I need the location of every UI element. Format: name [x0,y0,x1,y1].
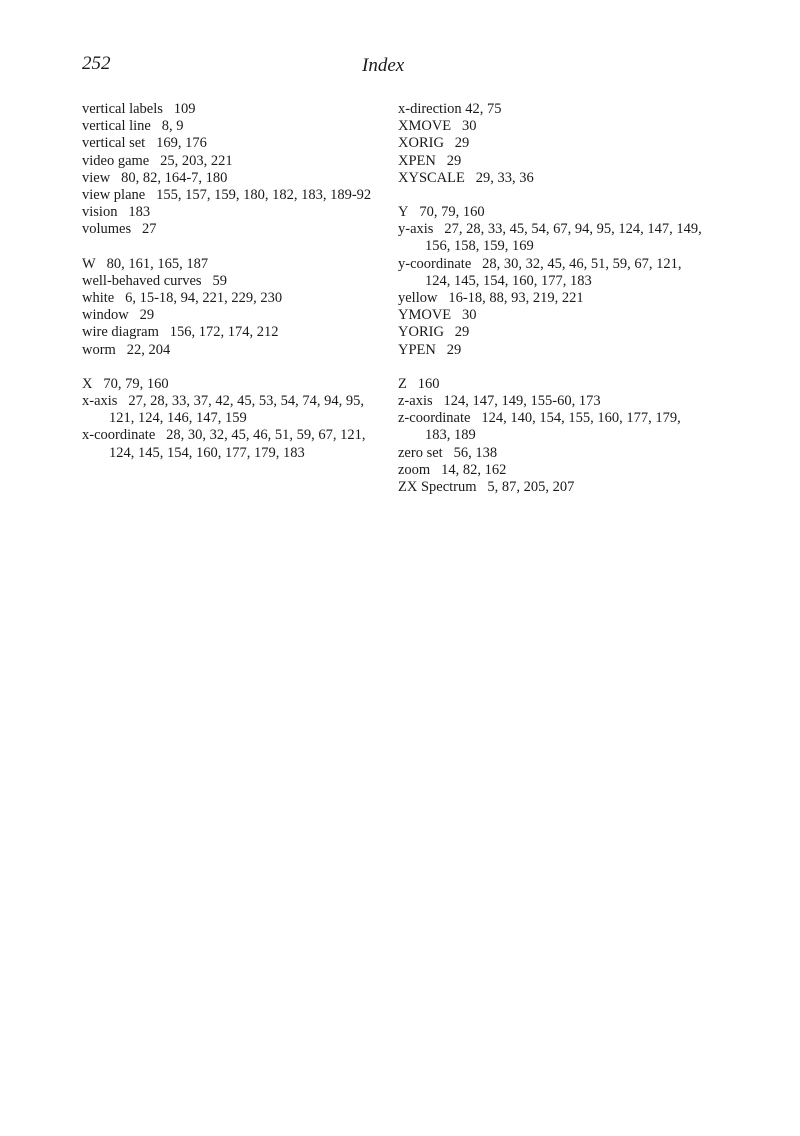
index-locators: 27, 28, 33, 45, 54, 67, 94, 95, 124, 147, 149, 156, 158, 159, 169 [425,221,702,255]
index-locators: 109 [173,101,196,117]
index-entry [398,393,708,410]
index-term: vertical labels [82,101,163,117]
index-entry [82,170,392,187]
index-term: x-axis [82,393,118,410]
index-locators: 80, 161, 165, 187 [106,255,209,272]
index-term: YPEN [398,341,436,358]
index-entry [398,342,708,359]
index-locators: 27 [142,221,157,238]
index-entry [82,376,392,393]
index-locators: 30 [462,118,477,135]
index-term: z-axis [398,393,433,410]
index-entry [82,256,392,273]
index-term: vertical line [82,118,151,135]
index-locators: 5, 87, 205, 207 [487,479,575,496]
index-entry [82,118,392,135]
index-entry [398,101,708,118]
index-entry [398,307,708,324]
index-locators: 42, 75 [465,101,502,117]
index-entry [82,427,392,461]
page-number: 252 [82,53,111,74]
index-locators: 59 [212,272,227,289]
index-column-right [398,101,708,496]
index-term: window [82,307,129,324]
index-locators: 80, 82, 164-7, 180 [121,169,228,186]
index-term: XORIG [398,135,444,152]
index-term: x-coordinate [82,427,156,444]
index-locators: 8, 9 [161,118,184,135]
index-entry [82,204,392,221]
index-entry [398,153,708,170]
index-entry [398,290,708,307]
index-term: vertical set [82,135,146,152]
index-entry [398,479,708,496]
index-term: view [82,169,111,186]
index-term: W [82,255,96,272]
index-entry [82,135,392,152]
index-term: XMOVE [398,118,452,135]
index-entry [82,324,392,341]
index-locators: 29 [454,135,470,152]
index-entry [82,342,392,359]
index-locators: 6, 15-18, 94, 221, 229, 230 [125,290,283,307]
index-locators: 29 [446,152,462,169]
index-locators: 28, 30, 32, 45, 46, 51, 59, 67, 121, 124, 145, 154, 160, 177, 179, 183 [109,427,366,461]
index-locators: 25, 203, 221 [160,152,233,169]
letter-group-gap [82,239,392,256]
index-entry [82,290,392,307]
index-entry [398,118,708,135]
index-locators: 29 [139,307,155,324]
index-term: yellow [398,290,438,307]
index-term: XPEN [398,152,436,169]
index-term: zoom [398,461,431,478]
index-locators: 28, 30, 32, 45, 46, 51, 59, 67, 121, 124, 145, 154, 160, 177, 183 [425,255,682,289]
index-locators: 70, 79, 160 [419,204,485,221]
index-locators: 160 [417,375,440,392]
index-entry [82,187,392,204]
index-term: YORIG [398,324,444,341]
index-entry [398,204,708,221]
index-entry [398,445,708,462]
letter-group-gap [82,359,392,376]
index-locators: 14, 82, 162 [441,461,507,478]
index-locators: 183 [128,204,151,221]
index-entry [398,221,708,255]
index-locators: 16-18, 88, 93, 219, 221 [448,290,584,307]
index-term: worm [82,341,116,358]
index-entry [82,307,392,324]
index-term: vision [82,204,118,221]
index-locators: 29 [446,341,462,358]
index-entry [82,153,392,170]
index-locators: 156, 172, 174, 212 [169,324,279,341]
index-term: zero set [398,444,443,461]
letter-group-gap [398,187,708,204]
index-locators: 124, 147, 149, 155-60, 173 [443,393,601,410]
index-locators: 56, 138 [453,444,498,461]
index-locators: 124, 140, 154, 155, 160, 177, 179, 183, 189 [425,410,681,444]
index-entry [82,393,392,427]
index-term: view plane [82,187,146,204]
index-locators: 155, 157, 159, 180, 182, 183, 189-92 [156,187,372,204]
index-term: z-coordinate [398,410,471,427]
index-term: x-direction [398,101,462,117]
index-column-left [82,101,392,462]
index-entry [398,256,708,290]
index-term: y-coordinate [398,255,472,272]
index-term: ZX Spectrum [398,479,477,496]
index-entry [398,462,708,479]
index-term: y-axis [398,221,434,238]
index-entry [398,410,708,444]
running-head-title: Index [362,55,405,76]
index-entry [398,376,708,393]
index-entry [82,221,392,238]
index-term: X [82,375,93,392]
index-term: Z [398,375,407,392]
index-entry [398,324,708,341]
index-entry [82,101,392,118]
index-term: well-behaved curves [82,272,202,289]
index-term: white [82,290,115,307]
index-locators: 29, 33, 36 [475,169,534,186]
index-locators: 22, 204 [126,341,171,358]
index-locators: 27, 28, 33, 37, 42, 45, 53, 54, 74, 94, 95, 121, 124, 146, 147, 159 [109,393,364,427]
letter-group-gap [398,359,708,376]
index-term: YMOVE [398,307,452,324]
index-term: wire diagram [82,324,159,341]
index-locators: 70, 79, 160 [103,375,169,392]
index-term: volumes [82,221,132,238]
index-term: video game [82,152,150,169]
index-locators: 169, 176 [156,135,207,152]
index-term: Y [398,204,409,221]
index-locators: 29 [454,324,470,341]
index-term: XYSCALE [398,169,465,186]
index-entry [82,273,392,290]
index-locators: 30 [462,307,477,324]
index-entry [398,170,708,187]
index-entry [398,135,708,152]
